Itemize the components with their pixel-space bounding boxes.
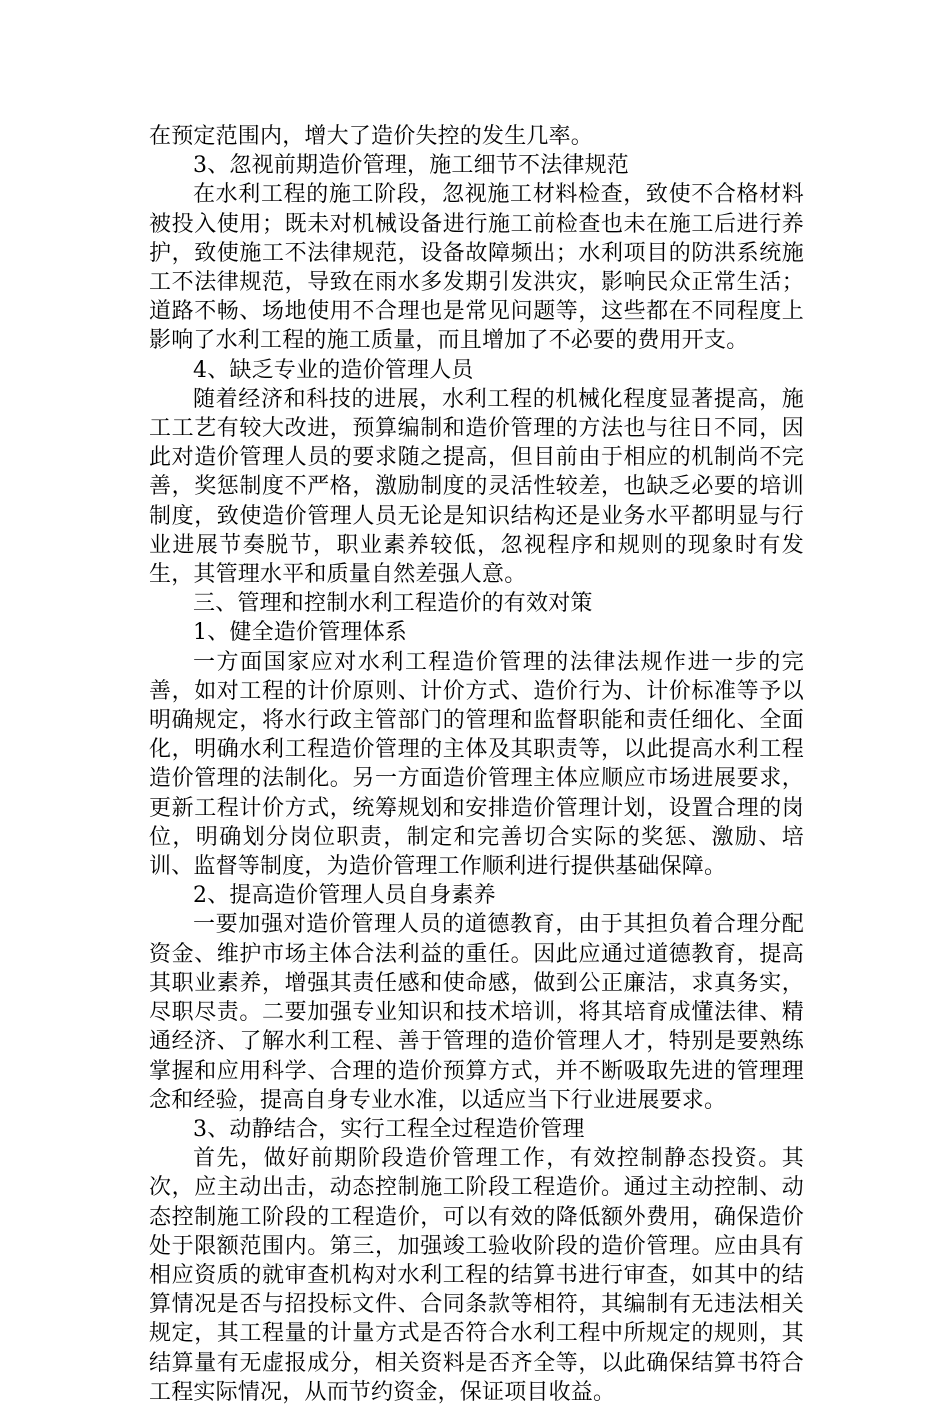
paragraph: 一要加强对造价管理人员的道德教育，由于其担负着合理分配资金、维护市场主体合法利益的重任。因此应通过道德教育，提高其职业素养，增强其责任感和使命感，做到公正廉洁，求真务实，尽职尽责。二要加强专业知识和技术培训，将其培育成懂法律、精通经济、了解水利工程、善于管理的造价管理人才，特别是要熟练掌握和应用科学、合理的造价预算方式，并不断吸取先进的管理理念和经验，提高自身专业水准，以适应当下行业进展要求。 [149, 912, 804, 1113]
paragraph: 随着经济和科技的进展，水利工程的机械化程度显著提高，施工工艺有较大改进，预算编制和造价管理的方法也与往日不同，因此对造价管理人员的要求随之提高，但目前由于相应的机制尚不完善，奖惩制度不严格，激励制度的灵活性较差，也缺乏必要的培训制度，致使造价管理人员无论是知识结构还是业务水平都明显与行业进展节奏脱节，职业素养较低，忽视程序和规则的现象时有发生，其管理水平和质量自然差强人意。 [149, 386, 804, 588]
chapter-heading-3: 三、管理和控制水利工程造价的有效对策 [193, 591, 593, 617]
paragraph: 在水利工程的施工阶段，忽视施工材料检查，致使不合格材料被投入使用；既未对机械设备进行施工前检查也未在施工后进行养护，致使施工不法律规范，设备故障频出；水利项目的防洪系统施工不法律规范，导致在雨水多发期引发洪灾，影响民众正常生活；道路不畅、场地使用不合理也是常见问题等，这些都在不同程度上影响了水利工程的施工质量，而且增加了不必要的费用开支。 [149, 182, 804, 354]
paragraph: 一方面国家应对水利工程造价管理的法律法规作进一步的完善，如对工程的计价原则、计价方式、造价行为、计价标准等予以明确规定，将水行政主管部门的管理和监督职能和责任细化、全面化，明确水利工程造价管理的主体及其职责等，以此提高水利工程造价管理的法制化。另一方面造价管理主体应顺应市场进展要求，更新工程计价方式，统筹规划和安排造价管理计划，设置合理的岗位，明确划分岗位职责，制定和完善切合实际的奖惩、激励、培训、监督等制度，为造价管理工作顺利进行提供基础保障。 [149, 649, 804, 880]
section-heading-3: 3、忽视前期造价管理，施工细节不法律规范 [193, 153, 629, 179]
section-heading-4: 4、缺乏专业的造价管理人员 [193, 357, 474, 383]
paragraph-continuation: 在预定范围内，增大了造价失控的发生几率。 [149, 124, 594, 149]
section-heading-1: 1、健全造价管理体系 [193, 620, 407, 646]
section-heading-3b: 3、动静结合，实行工程全过程造价管理 [193, 1116, 585, 1142]
document-body [149, 122, 804, 1407]
paragraph: 首先，做好前期阶段造价管理工作，有效控制静态投资。其次，应主动出击，动态控制施工阶段工程造价。通过主动控制、动态控制施工阶段的工程造价，可以有效的降低额外费用，确保造价处于限额范围内。第三，加强竣工验收阶段的造价管理。应由具有相应资质的就审查机构对水利工程的结算书进行审查，如其中的结算情况是否与招投标文件、合同条款等相符，其编制有无违法相关规定，其工程量的计量方式是否符合水利工程中所规定的规则，其结算量有无虚报成分，相关资料是否齐全等，以此确保结算书符合工程实际情况，从而节约资金，保证项目收益。 [149, 1146, 804, 1405]
section-heading-2: 2、提高造价管理人员自身素养 [193, 883, 496, 909]
